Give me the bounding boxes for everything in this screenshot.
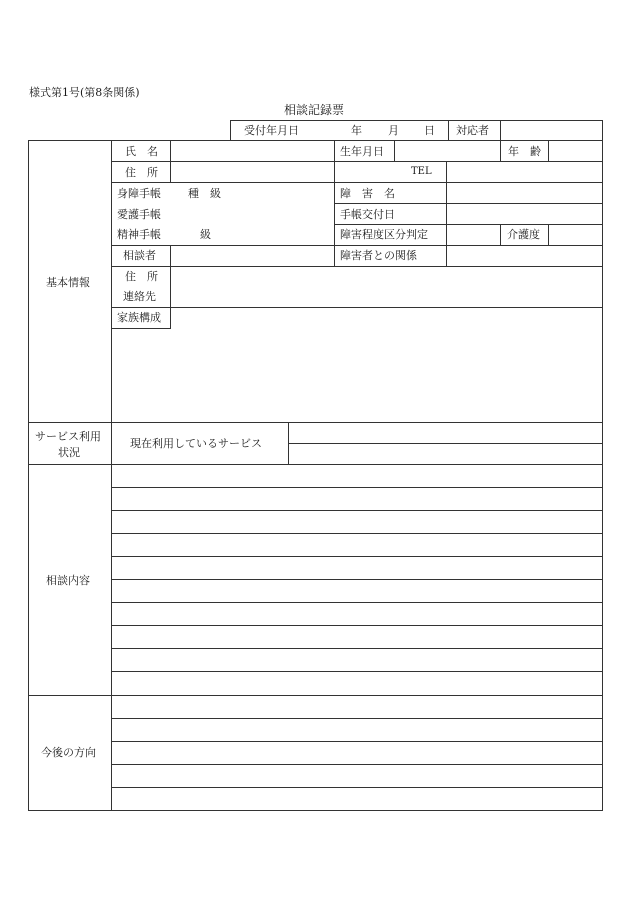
disability-level-label: 障害程度区分判定 — [340, 228, 428, 241]
current-services-label: 現在利用しているサービス — [130, 437, 262, 450]
handler-label: 対応者 — [456, 124, 489, 137]
table-rule-horizontal — [28, 810, 603, 811]
table-rule-vertical — [446, 161, 447, 267]
table-rule-horizontal — [334, 224, 603, 225]
contact-address-field[interactable] — [172, 268, 601, 306]
table-rule-horizontal — [288, 443, 603, 444]
service-field-2[interactable] — [290, 445, 601, 463]
table-rule-horizontal — [111, 161, 603, 162]
table-rule-vertical — [28, 140, 29, 811]
relation-field[interactable] — [448, 247, 601, 265]
consultation-content-field[interactable] — [113, 466, 601, 694]
reception-date-label: 受付年月日 — [244, 124, 299, 137]
contact-label: 連絡先 — [123, 290, 156, 303]
family-composition-label: 家族構成 — [117, 311, 161, 324]
consultant-field[interactable] — [172, 247, 333, 265]
tel-label: TEL — [411, 166, 432, 177]
mental-health-notebook-label: 精神手帳 — [117, 228, 161, 241]
table-rule-horizontal — [111, 245, 603, 246]
address-field[interactable] — [172, 163, 333, 181]
relation-label: 障害者との関係 — [340, 249, 417, 262]
care-level-label: 介護度 — [507, 228, 540, 241]
grade-label: 級 — [200, 228, 211, 241]
table-rule-vertical — [548, 140, 549, 162]
table-rule-vertical — [548, 224, 549, 246]
table-rule-horizontal — [28, 140, 603, 141]
type-grade-label: 種 級 — [188, 187, 221, 200]
consultant-label: 相談者 — [123, 249, 156, 262]
table-rule-vertical — [602, 120, 603, 141]
name-label: 氏 名 — [125, 145, 158, 158]
table-rule-vertical — [448, 120, 449, 141]
table-rule-horizontal — [111, 266, 603, 267]
table-rule-vertical — [602, 140, 603, 811]
table-rule-horizontal — [111, 328, 171, 329]
basic-info-section-label: 基本情報 — [46, 276, 90, 289]
table-rule-vertical — [394, 140, 395, 162]
physical-disability-notebook-label: 身障手帳 — [117, 187, 161, 200]
service-field-1[interactable] — [290, 424, 601, 442]
care-level-field[interactable] — [550, 226, 601, 244]
table-rule-horizontal — [28, 464, 603, 465]
handler-field[interactable] — [501, 121, 601, 140]
notebook-issue-date-label: 手帳交付日 — [340, 208, 395, 221]
table-rule-vertical — [500, 224, 501, 246]
birthdate-field[interactable] — [396, 142, 499, 160]
service-section-label-line2: 状況 — [58, 446, 80, 459]
table-rule-horizontal — [111, 182, 603, 183]
age-label: 年 齢 — [508, 145, 541, 158]
reception-year-label: 年 — [351, 124, 362, 137]
name-field[interactable] — [172, 142, 333, 160]
consultation-section-label: 相談内容 — [46, 574, 90, 587]
age-field[interactable] — [550, 142, 601, 160]
disability-level-field[interactable] — [448, 226, 499, 244]
reception-day-label: 日 — [424, 124, 435, 137]
notebook-issue-date-field[interactable] — [448, 205, 601, 223]
table-rule-vertical — [500, 140, 501, 162]
future-direction-section-label: 今後の方向 — [41, 746, 96, 759]
reception-date-field[interactable] — [232, 121, 447, 140]
reception-month-label: 月 — [388, 124, 399, 137]
table-rule-horizontal — [334, 203, 603, 204]
disability-name-label: 障 害 名 — [340, 187, 395, 200]
form-number: 様式第1号(第8条関係) — [29, 86, 140, 99]
service-section-label-line1: サービス利用 — [35, 430, 101, 443]
table-rule-vertical — [111, 140, 112, 811]
table-rule-vertical — [230, 120, 231, 141]
family-composition-field[interactable] — [113, 330, 601, 421]
table-rule-horizontal — [111, 307, 603, 308]
table-rule-horizontal — [28, 422, 603, 423]
tel-field[interactable] — [448, 163, 601, 181]
contact-address-label: 住 所 — [125, 270, 158, 283]
birthdate-label: 生年月日 — [340, 145, 384, 158]
rehabilitation-notebook-label: 愛護手帳 — [117, 208, 161, 221]
table-rule-horizontal — [28, 695, 603, 696]
disability-name-field[interactable] — [448, 184, 601, 202]
form-title: 相談記録票 — [284, 103, 345, 117]
future-direction-field[interactable] — [113, 697, 601, 809]
table-rule-vertical — [334, 140, 335, 267]
table-rule-vertical — [170, 140, 171, 183]
table-rule-vertical — [170, 245, 171, 329]
address-label: 住 所 — [125, 166, 158, 179]
